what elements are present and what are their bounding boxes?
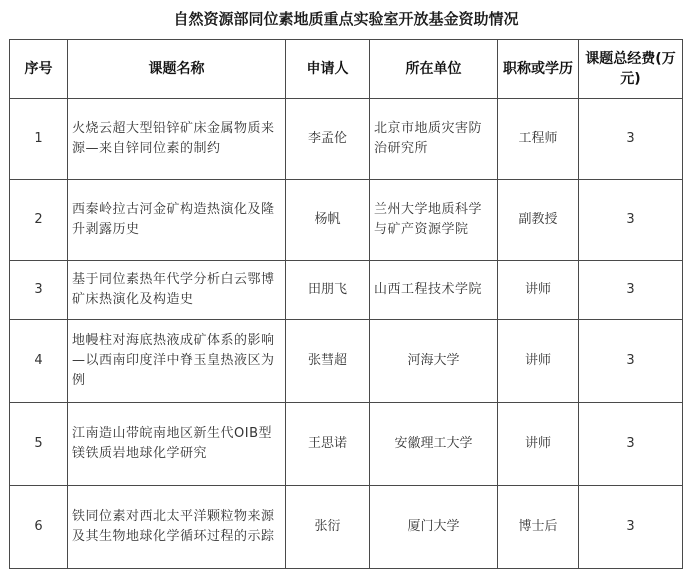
- cell-project: 铁同位素对西北太平洋颗粒物来源及其生物地球化学循环过程的示踪: [68, 486, 286, 569]
- header-rank: 职称或学历: [498, 40, 579, 99]
- cell-rank: 讲师: [498, 261, 579, 320]
- cell-rank: 讲师: [498, 403, 579, 486]
- document-title: 自然资源部同位素地质重点实验室开放基金资助情况: [173, 10, 519, 28]
- header-project: 课题名称: [68, 40, 286, 99]
- cell-applicant: 李孟伦: [286, 99, 370, 180]
- table-row: [10, 320, 683, 403]
- cell-funding: 3: [579, 180, 683, 261]
- cell-project: 地幔柱对海底热液成矿体系的影响—以西南印度洋中脊玉皇热液区为例: [68, 320, 286, 403]
- cell-unit: 厦门大学: [370, 486, 498, 569]
- table-row: [10, 403, 683, 486]
- cell-applicant: 杨帆: [286, 180, 370, 261]
- cell-rank: 副教授: [498, 180, 579, 261]
- header-index: 序号: [10, 40, 68, 99]
- cell-project: 火烧云超大型铅锌矿床金属物质来源—来自锌同位素的制约: [68, 99, 286, 180]
- cell-project: 基于同位素热年代学分析白云鄂博矿床热演化及构造史: [68, 261, 286, 320]
- cell-funding: 3: [579, 486, 683, 569]
- cell-unit: 山西工程技术学院: [370, 261, 498, 320]
- cell-index: 4: [10, 320, 68, 403]
- cell-rank: 博士后: [498, 486, 579, 569]
- cell-funding: 3: [579, 320, 683, 403]
- cell-index: 6: [10, 486, 68, 569]
- cell-index: 1: [10, 99, 68, 180]
- table-header-row: [10, 40, 683, 99]
- cell-applicant: 张彗超: [286, 320, 370, 403]
- table-row: [10, 261, 683, 320]
- header-applicant: 申请人: [286, 40, 370, 99]
- table-row: [10, 180, 683, 261]
- cell-funding: 3: [579, 403, 683, 486]
- cell-project: 西秦岭拉古河金矿构造热演化及隆升剥露历史: [68, 180, 286, 261]
- cell-unit: 兰州大学地质科学与矿产资源学院: [370, 180, 498, 261]
- cell-unit: 北京市地质灾害防治研究所: [370, 99, 498, 180]
- cell-unit: 河海大学: [370, 320, 498, 403]
- cell-index: 2: [10, 180, 68, 261]
- funding-table: [9, 39, 683, 569]
- header-unit: 所在单位: [370, 40, 498, 99]
- cell-index: 5: [10, 403, 68, 486]
- cell-applicant: 王思诺: [286, 403, 370, 486]
- cell-unit: 安徽理工大学: [370, 403, 498, 486]
- table-row: [10, 99, 683, 180]
- cell-project: 江南造山带皖南地区新生代OIB型镁铁质岩地球化学研究: [68, 403, 286, 486]
- cell-funding: 3: [579, 99, 683, 180]
- cell-applicant: 田朋飞: [286, 261, 370, 320]
- cell-rank: 讲师: [498, 320, 579, 403]
- table-row: [10, 486, 683, 569]
- cell-rank: 工程师: [498, 99, 579, 180]
- cell-index: 3: [10, 261, 68, 320]
- cell-funding: 3: [579, 261, 683, 320]
- cell-applicant: 张衍: [286, 486, 370, 569]
- header-funding: 课题总经费(万元): [579, 40, 683, 99]
